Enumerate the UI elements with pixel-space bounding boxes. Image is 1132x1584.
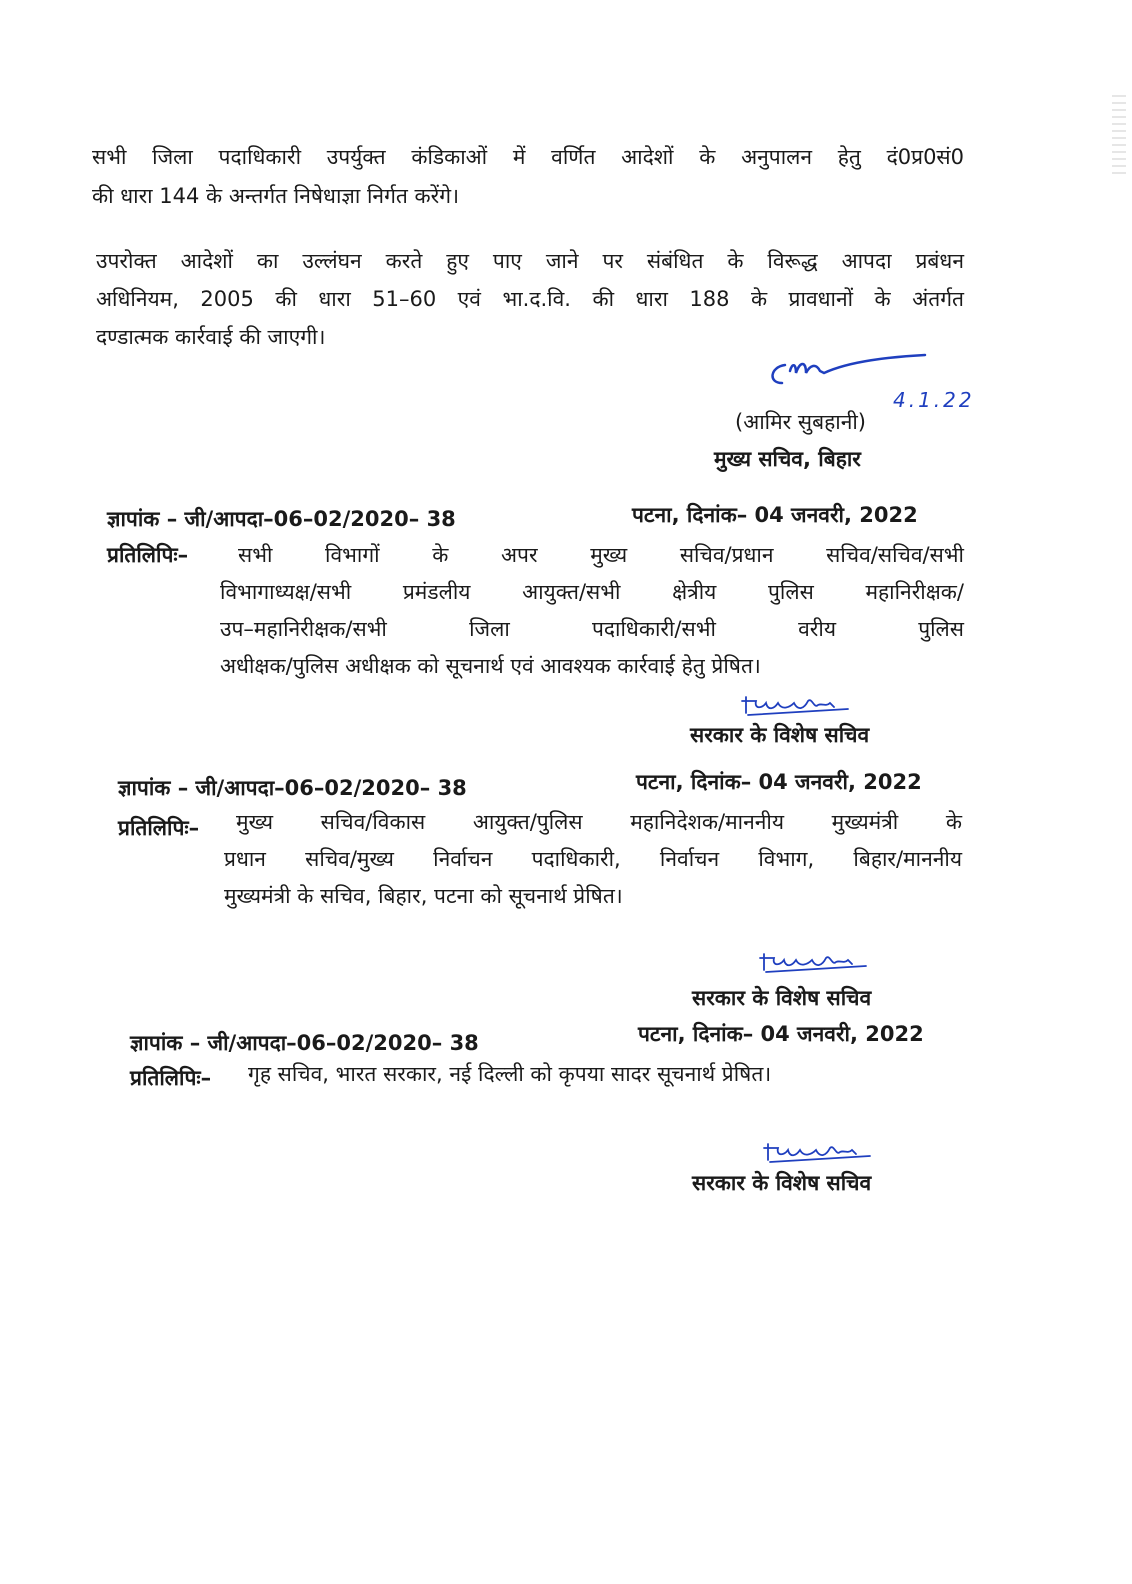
memo3-copy-label: प्रतिलिपिः–: [130, 1066, 212, 1090]
memo1-line3: उप–महानिरीक्षक/सभी जिला पदाधिकारी/सभी वरीय पुलिस: [220, 617, 964, 641]
memo3-line1: गृह सचिव, भारत सरकार, नई दिल्ली को कृपया सादर सूचनार्थ प्रेषित।: [248, 1062, 772, 1086]
signatory-designation: मुख्य सचिव, बिहार: [714, 447, 861, 471]
memo1-signatory: सरकार के विशेष सचिव: [690, 723, 870, 747]
memo1-copy-label: प्रतिलिपिः–: [107, 543, 189, 567]
memo2-number: ज्ञापांक – जी/आपदा–06–02/2020– 38: [118, 776, 467, 800]
memo1-initials-signature: [738, 693, 858, 721]
memo2-date: पटना, दिनांक– 04 जनवरी, 2022: [636, 770, 922, 794]
memo2-signatory: सरकार के विशेष सचिव: [692, 986, 872, 1010]
para2-line1: उपरोक्त आदेशों का उल्लंघन करते हुए पाए जाने पर संबंधित के विरूद्ध आपदा प्रबंधन: [96, 249, 964, 273]
memo3-initials-signature: [760, 1140, 880, 1168]
memo3-number: ज्ञापांक – जी/आपदा–06–02/2020– 38: [130, 1031, 479, 1055]
signatory-name: (आमिर सुबहानी): [735, 410, 866, 434]
memo1-number: ज्ञापांक – जी/आपदा–06–02/2020– 38: [107, 507, 456, 531]
memo1-line4: अधीक्षक/पुलिस अधीक्षक को सूचनार्थ एवं आवश्यक कार्रवाई हेतु प्रेषित।: [220, 654, 761, 678]
memo1-line2: विभागाध्यक्ष/सभी प्रमंडलीय आयुक्त/सभी क्षेत्रीय पुलिस महानिरीक्षक/: [220, 580, 964, 604]
memo1-line1: सभी विभागों के अपर मुख्य सचिव/प्रधान सचिव/सचिव/सभी: [238, 543, 964, 567]
para1-line2: की धारा 144 के अन्तर्गत निषेधाज्ञा निर्गत करेंगे।: [92, 184, 460, 208]
memo2-copy-label: प्रतिलिपिः–: [118, 816, 200, 840]
para2-line3: दण्डात्मक कार्रवाई की जाएगी।: [96, 325, 326, 349]
scan-edge-artifact: [1112, 95, 1126, 175]
para2-line2: अधिनियम, 2005 की धारा 51–60 एवं भा.द.वि. की धारा 188 के प्रावधानों के अंतर्गत: [96, 287, 964, 311]
memo1-date: पटना, दिनांक– 04 जनवरी, 2022: [632, 503, 918, 527]
para1-line1: सभी जिला पदाधिकारी उपर्युक्त कंडिकाओं में वर्णित आदेशों के अनुपालन हेतु दं0प्र0सं0: [92, 145, 964, 169]
memo3-signatory: सरकार के विशेष सचिव: [692, 1171, 872, 1195]
memo2-line1: मुख्य सचिव/विकास आयुक्त/पुलिस महानिदेशक/माननीय मुख्यमंत्री के: [236, 810, 962, 834]
memo3-date: पटना, दिनांक– 04 जनवरी, 2022: [638, 1022, 924, 1046]
memo2-initials-signature: [756, 950, 876, 978]
memo2-line2: प्रधान सचिव/मुख्य निर्वाचन पदाधिकारी, निर्वाचन विभाग, बिहार/माननीय: [224, 847, 962, 871]
handwritten-date: 4.1.22: [893, 388, 975, 412]
memo2-line3: मुख्यमंत्री के सचिव, बिहार, पटना को सूचनार्थ प्रेषित।: [224, 884, 623, 908]
